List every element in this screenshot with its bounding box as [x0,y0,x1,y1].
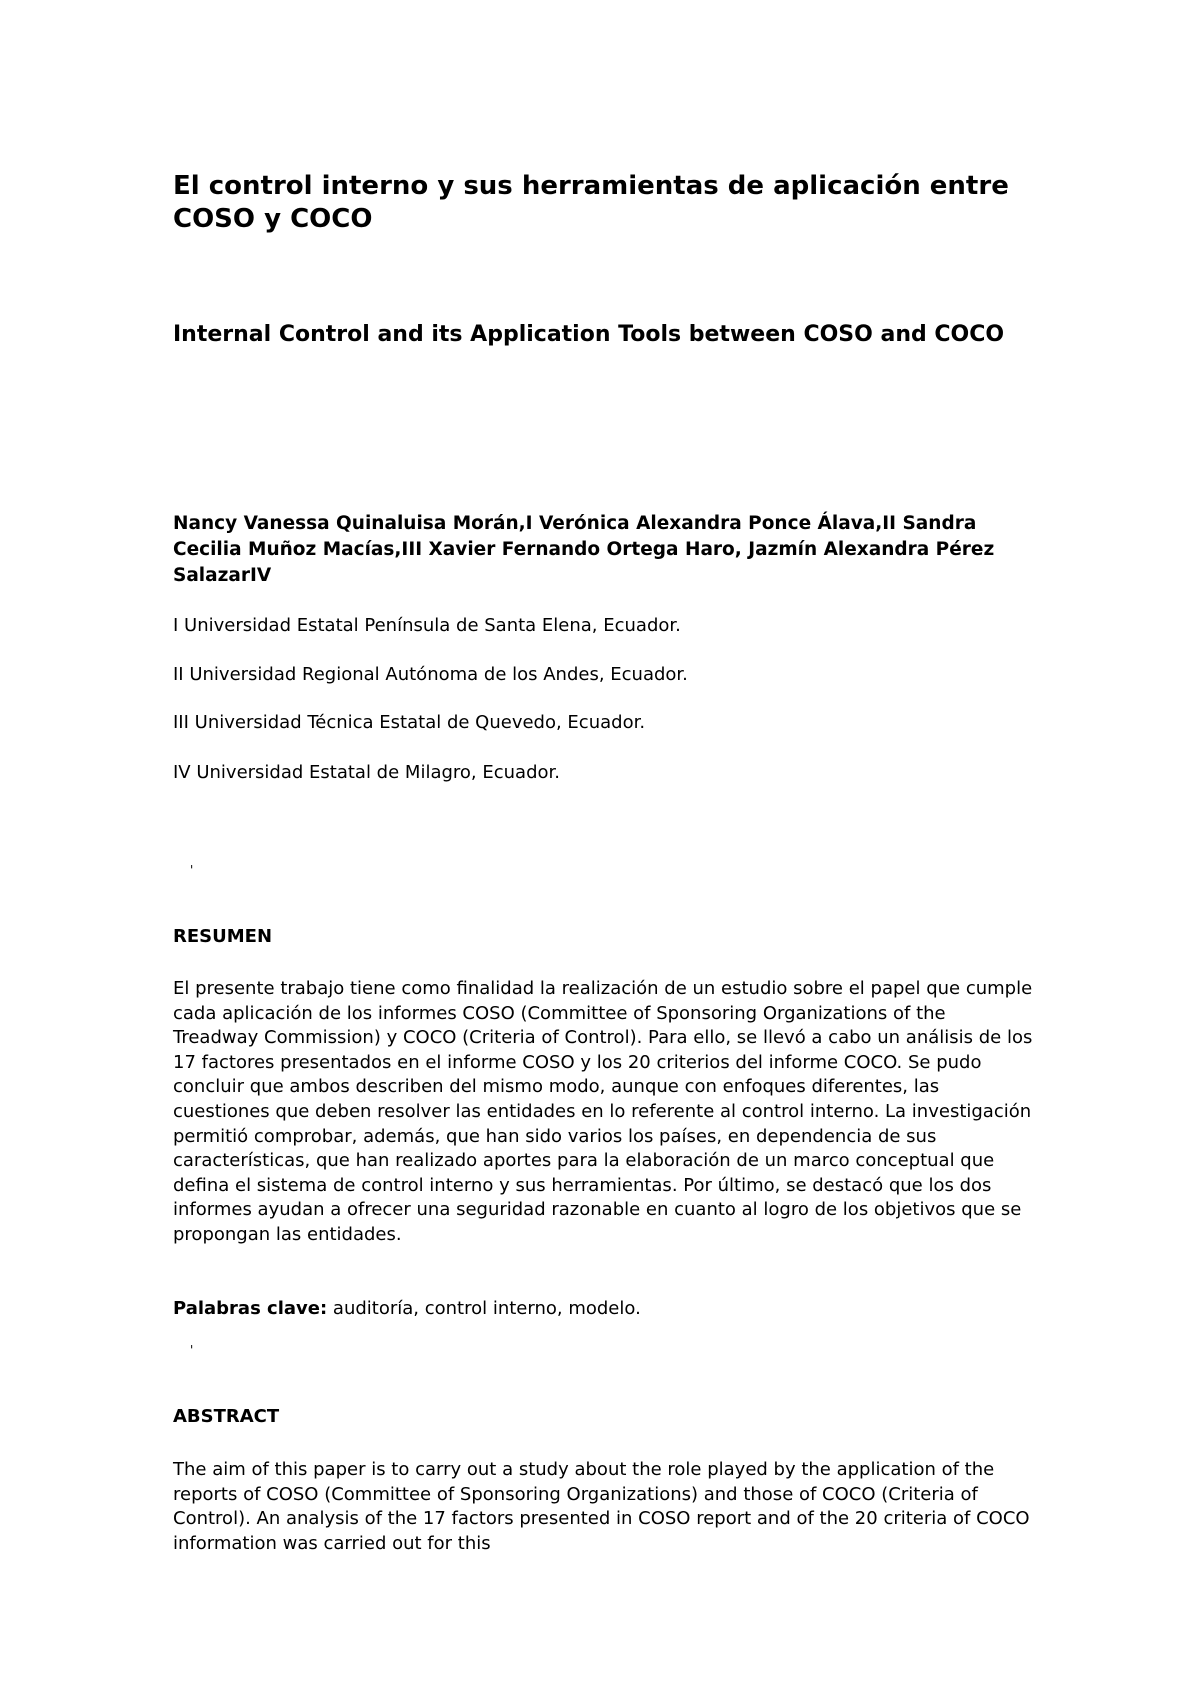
keywords-label: Palabras clave: [173,1298,328,1319]
affiliation-3: III Universidad Técnica Estatal de Quevedo, Ecuador. [173,712,646,733]
affiliation-2: II Universidad Regional Autónoma de los Andes, Ecuador. [173,664,688,685]
abstract-heading: ABSTRACT [173,1406,280,1427]
keywords-line [173,1297,641,1321]
resumen-text: El presente trabajo tiene como finalidad la realización de un estudio sobre el papel que cumple cada aplicación de los informes COSO (Committee of Sponsoring Organizations of the Treadway Commission) y COCO (Criteria of Control). Para ello, se llevó a cabo un análisis de los 17 factores presentados en el informe COSO y los 20 criterios del informe COCO. Se pudo concluir que ambos describen del mismo modo, aunque con enfoques diferentes, las cuestiones que deben resolver las entidades en lo referente al control interno. La investigación permitió comprobar, además, que han sido varios los países, en dependencia de sus características, que han realizado aportes para la elaboración de un marco conceptual que defina el sistema de control interno y sus herramientas. Por último, se destacó que los dos informes ayudan a ofrecer una seguridad razonable en cuanto al logro de los objetivos que se propongan las entidades. [173,978,1033,1245]
resumen-heading: RESUMEN [173,926,273,947]
affiliation-4: IV Universidad Estatal de Milagro, Ecuador. [173,762,560,783]
title-english: Internal Control and its Application Tools between COSO and COCO [173,322,1005,347]
affiliation-1: I Universidad Estatal Península de Santa Elena, Ecuador. [173,615,681,636]
separator-mark: ' [190,1343,194,1357]
author-list: Nancy Vanessa Quinaluisa Morán,I Verónica Alexandra Ponce Álava,II Sandra Cecilia Muñoz Macías,III Xavier Fernando Ortega Haro, Jazmín Alexandra Pérez SalazarIV [173,513,995,586]
title-spanish: El control interno y sus herramientas de aplicación entre COSO y COCO [173,171,1009,234]
keywords-values: auditoría, control interno, modelo. [327,1298,641,1319]
abstract-text: The aim of this paper is to carry out a study about the role played by the application of the reports of COSO (Committee of Sponsoring Organizations) and those of COCO (Criteria of Control). An analysis of the 17 factors presented in COSO report and of the 20 criteria of COCO information was carried out for this [173,1459,1030,1554]
separator-mark: ' [190,863,194,877]
